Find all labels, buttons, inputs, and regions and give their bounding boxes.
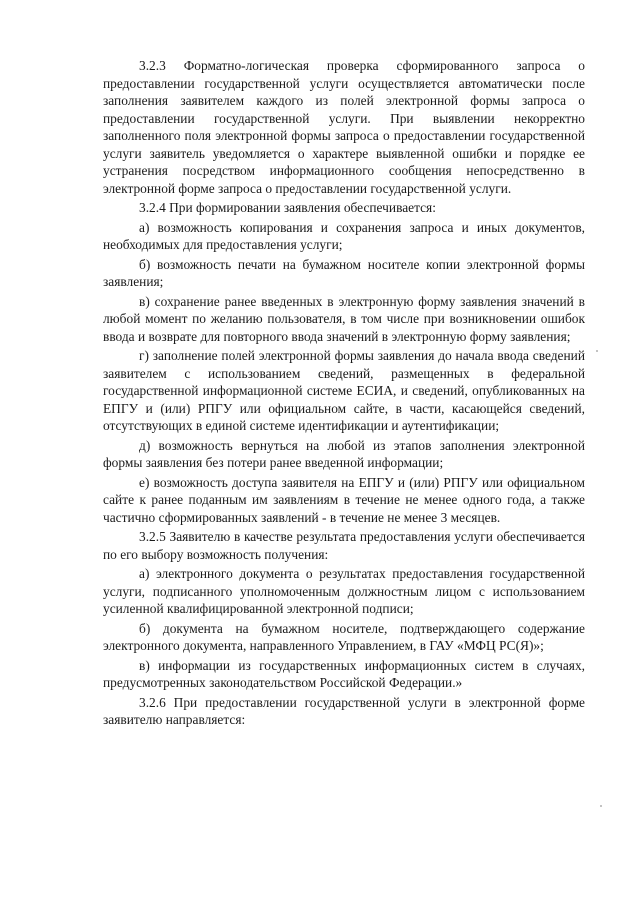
list-item-d: д) возможность вернуться на любой из этапов заполнения электронной формы заявления без потери ранее введенной информации; [103,437,585,470]
result-item-a: а) электронного документа о результатах предоставления государственной услуги, подписанного уполномоченным должностным лицом с использованием усиленной квалифицированной электронной подписи; [103,566,585,616]
result-item-v: в) информации из государственных информационных систем в случаях, предусмотренных законодательством Российской Федерации.» [103,657,585,690]
list-item-g: г) заполнение полей электронной формы заявления до начала ввода сведений заявителем с использованием сведений, размещенных в федеральной государственной информационной системе ЕСИА, и сведений, опубликованных на ЕПГУ и (или) РПГУ или официальном сайте, в части, касающейся сведений, отсутствующих в единой системе идентификации и аутентификации; [103,348,585,433]
paragraph-3-2-5: 3.2.5 Заявителю в качестве результата предоставления услуги обеспечивается по его выбору возможность получения: [103,529,585,562]
paragraph-3-2-3: 3.2.3 Форматно-логическая проверка сформированного запроса о предоставлении государственной услуги осуществляется автоматически после заполнения заявителем каждого из полей электронной формы запроса о предоставлении государственной услуги. При выявлении некорректно заполненного поля электронной формы запроса о предоставлении государственной услуги заявитель уведомляется о характере выявленной ошибки и порядке ее устранения посредством информационного сообщения непосредственно в электронной форме запроса о предоставлении государственной услуги. [103,58,585,196]
result-item-b: б) документа на бумажном носителе, подтверждающего содержание электронного документа, направленного Управлением, в ГАУ «МФЦ РС(Я)»; [103,620,585,653]
paragraph-3-2-4: 3.2.4 При формировании заявления обеспечивается: [139,200,436,215]
scan-speck [600,805,602,807]
list-item-v: в) сохранение ранее введенных в электронную форму заявления значений в любой момент по желанию пользователя, в том числе при возникновении ошибок ввода и возврате для повторного ввода значений в электронную форму заявления; [103,293,585,344]
scan-speck [596,350,598,352]
paragraph-3-2-6: 3.2.6 При предоставлении государственной услуги в электронной форме заявителю направляется: [103,694,585,727]
list-item-b: б) возможность печати на бумажном носителе копии электронной формы заявления; [103,256,585,289]
list-item-a: а) возможность копирования и сохранения запроса и иных документов, необходимых для предоставления услуги; [103,219,585,252]
document-body [103,57,585,729]
list-item-e: е) возможность доступа заявителя на ЕПГУ и (или) РПГУ или официальном сайте к ранее поданным им заявлениям в течение не менее одного года, а также частично сформированных заявлений - в течение не менее 3 месяцев. [103,474,585,525]
